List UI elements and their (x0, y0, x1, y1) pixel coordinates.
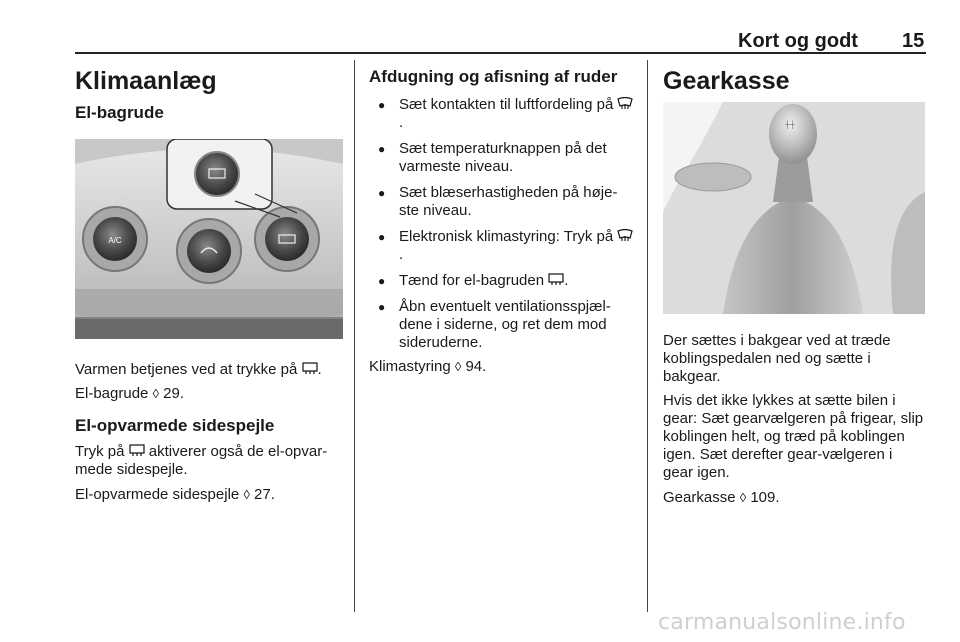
list-item: ● Sæt kontakten til luftfordeling på . (369, 96, 635, 132)
section-heading: Gearkasse (663, 67, 790, 95)
paragraph: Der sættes i bakgear ved at træde koblingspedalen ned og sætte i bakgear. (663, 332, 891, 385)
section-heading: Afdugning og afisning af ruder (369, 67, 618, 86)
rear-window-heater-icon (129, 444, 145, 457)
column-climate (75, 60, 343, 504)
air-distribution-knob (255, 207, 319, 271)
rear-window-heater-icon (302, 362, 318, 375)
subsection-heading: El-opvarmede sidespejle (75, 416, 275, 435)
paragraph: Hvis det ikke lykkes at sætte bilen i gear: Sæt gearvælgeren på frigear, slip koblingen helt, og træd på koblingen igen. Sæt derefter gear-vælgeren i gear igen. (663, 392, 924, 481)
cross-reference: Gearkasse ◊ 109. (663, 489, 780, 506)
ac-label: A/C (108, 236, 122, 245)
subsection-heading: El-bagrude (75, 103, 164, 122)
gear-knob (769, 104, 817, 164)
temperature-knob (177, 219, 241, 283)
header-rule (75, 52, 926, 54)
rear-window-heater-icon (548, 273, 564, 286)
cross-reference: Klimastyring ◊ 94. (369, 358, 487, 375)
instruction-list (369, 96, 635, 352)
shift-pattern: ┼┼ (785, 122, 795, 129)
list-item: ● Elektronisk klimastyring: Tryk på . (369, 228, 635, 264)
column-gearbox (663, 60, 925, 507)
list-item: ● Åbn eventuelt ventilationsspjæl-dene i siderne, og ret dem mod sideruderne. (369, 298, 635, 352)
page-header-title: Kort og godt (738, 30, 858, 52)
reference-arrow-icon: ◊ (739, 490, 747, 505)
climate-control-figure (75, 139, 343, 339)
section-heading: Klimaanlæg (75, 67, 217, 95)
reference-arrow-icon: ◊ (243, 487, 250, 502)
list-item: ● Sæt temperaturknappen på det varmeste niveau. (369, 140, 635, 176)
page-number: 15 (902, 30, 925, 52)
gear-lever-figure (663, 102, 925, 314)
column-defrost (369, 60, 635, 376)
cross-reference: El-bagrude ◊ 29. (75, 385, 185, 402)
column-divider (647, 60, 648, 612)
paragraph: Tryk på aktiverer også de el-opvar-mede sidespejle. (75, 443, 328, 478)
reference-arrow-icon: ◊ (152, 386, 159, 401)
paragraph: Varmen betjenes ved at trykke på . (75, 361, 322, 378)
reference-arrow-icon: ◊ (454, 359, 462, 374)
windscreen-defrost-icon (617, 97, 633, 110)
list-item: ● Sæt blæserhastigheden på høje-ste niveau. (369, 184, 635, 220)
ac-knob (83, 207, 147, 271)
watermark: carmanualsonline.info (658, 610, 906, 635)
windscreen-defrost-icon (617, 229, 633, 242)
list-item: ● Tænd for el-bagruden . (369, 272, 635, 290)
column-divider (354, 60, 355, 612)
cross-reference: El-opvarmede sidespejle ◊ 27. (75, 486, 275, 503)
